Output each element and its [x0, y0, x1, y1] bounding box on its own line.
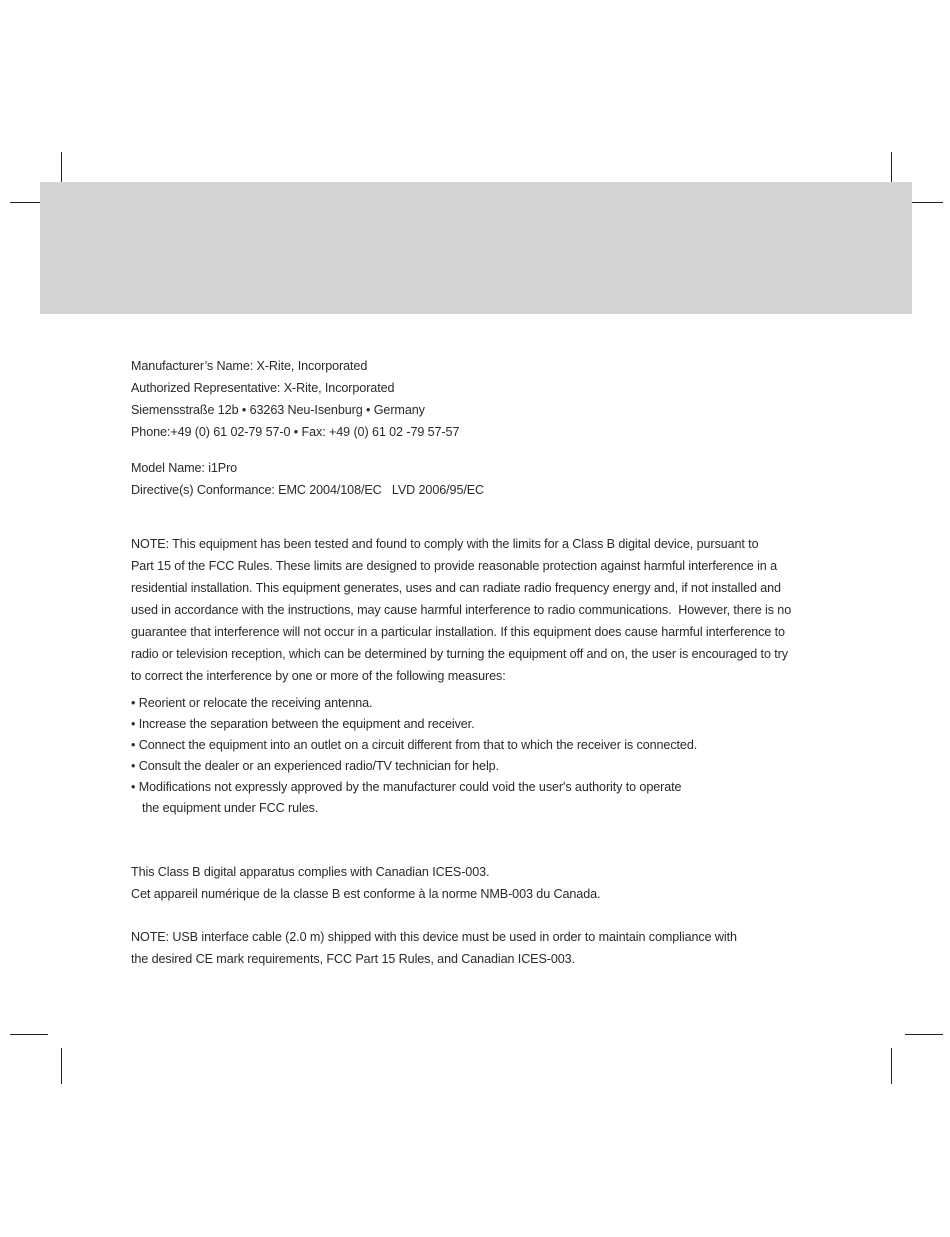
crop-mark-bottom-right-horizontal — [905, 1034, 943, 1035]
fcc-measures-list — [131, 693, 821, 818]
crop-mark-bottom-left-vertical — [61, 1048, 62, 1084]
model-block — [131, 457, 821, 501]
manufacturer-block — [131, 355, 821, 443]
crop-mark-bottom-right-vertical — [891, 1048, 892, 1084]
list-item — [131, 777, 821, 818]
fcc-note-line: Part 15 of the FCC Rules. These limits are designed to provide reasonable protection against harmful interference in a — [131, 559, 777, 573]
fcc-section — [131, 533, 821, 818]
list-item-text: • Modifications not expressly approved by the manufacturer could void the user's authority to operate — [131, 780, 682, 794]
list-item: • Reorient or relocate the receiving antenna. — [131, 696, 373, 710]
usb-note-line: the desired CE mark requirements, FCC Part 15 Rules, and Canadian ICES-003. — [131, 952, 575, 966]
list-item: • Consult the dealer or an experienced radio/TV technician for help. — [131, 759, 499, 773]
phone-fax: Phone:+49 (0) 61 02-79 57-0 • Fax: +49 (0) 61 02 -79 57-57 — [131, 425, 460, 439]
crop-mark-bottom-left-horizontal — [10, 1034, 48, 1035]
manufacturer-name: Manufacturer’s Name: X-Rite, Incorporated — [131, 359, 368, 373]
authorized-representative: Authorized Representative: X-Rite, Incorporated — [131, 381, 395, 395]
fcc-note-line: used in accordance with the instructions, may cause harmful interference to radio communications. However, there is no — [131, 603, 792, 617]
usb-note-line: NOTE: USB interface cable (2.0 m) shipped with this device must be used in order to maintain compliance with — [131, 930, 737, 944]
regulatory-content — [131, 355, 821, 970]
canada-section — [131, 861, 821, 905]
fcc-note-line: to correct the interference by one or more of the following measures: — [131, 669, 506, 683]
address: Siemensstraße 12b • 63263 Neu-Isenburg • Germany — [131, 403, 425, 417]
canada-statement-en: This Class B digital apparatus complies with Canadian ICES-003. — [131, 865, 490, 879]
list-item: • Connect the equipment into an outlet on a circuit different from that to which the receiver is connected. — [131, 738, 698, 752]
list-item-continuation: the equipment under FCC rules. — [142, 801, 319, 815]
list-item: • Increase the separation between the equipment and receiver. — [131, 717, 475, 731]
fcc-note-line: guarantee that interference will not occur in a particular installation. If this equipment does cause harmful interference to — [131, 625, 785, 639]
directive-conformance: Directive(s) Conformance: EMC 2004/108/EC LVD 2006/95/EC — [131, 483, 485, 497]
fcc-note-line: radio or television reception, which can be determined by turning the equipment off and on, the user is encouraged to try — [131, 647, 788, 661]
usb-note-section — [131, 926, 821, 970]
fcc-note-line: NOTE: This equipment has been tested and found to comply with the limits for a Class B digital device, pursuant to — [131, 537, 759, 551]
canada-statement-fr: Cet appareil numérique de la classe B est conforme à la norme NMB-003 du Canada. — [131, 887, 601, 901]
model-name: Model Name: i1Pro — [131, 461, 238, 475]
header-band — [40, 182, 912, 314]
fcc-note-line: residential installation. This equipment generates, uses and can radiate radio frequency energy and, if not installed and — [131, 581, 781, 595]
